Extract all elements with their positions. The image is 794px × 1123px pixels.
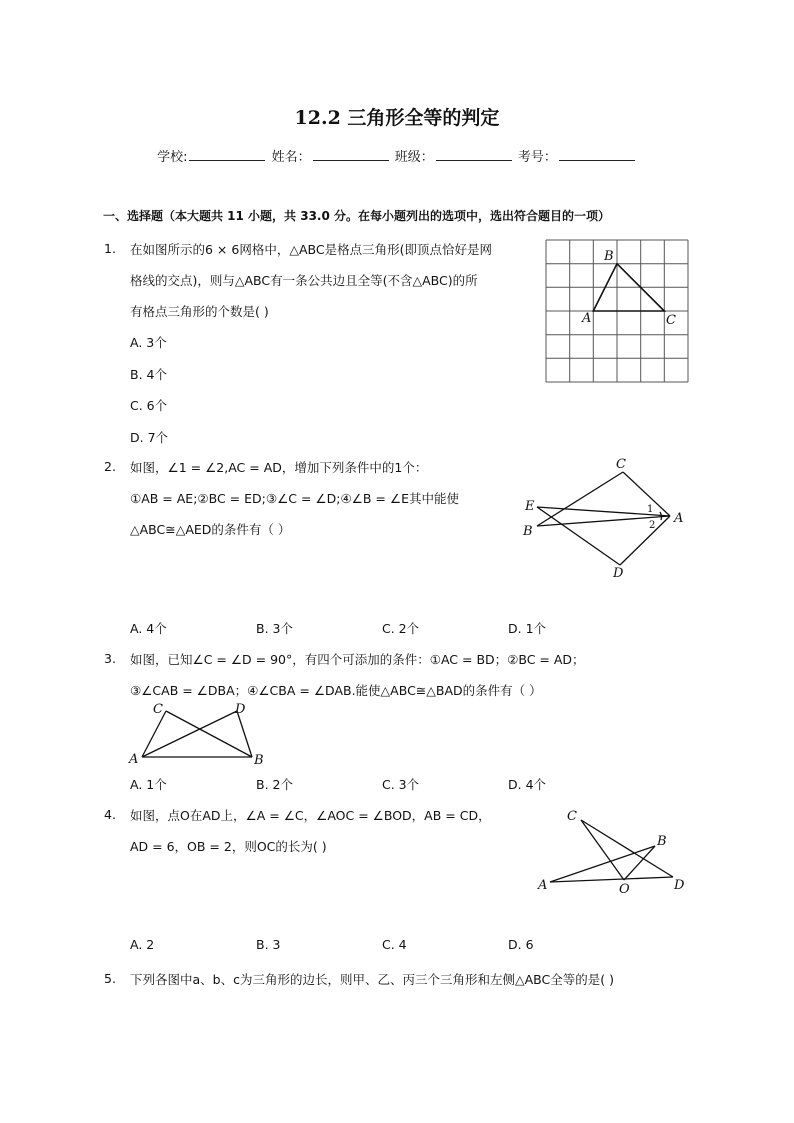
school-blank[interactable] — [189, 148, 265, 161]
q4-number: 4. — [104, 807, 116, 822]
q3-option-b[interactable]: B. 2个 — [256, 777, 293, 792]
q5-number: 5. — [104, 971, 116, 986]
q4-option-b[interactable]: B. 3 — [256, 937, 281, 952]
number-blank[interactable] — [559, 148, 635, 161]
q4-line-2: AD = 6，OB = 2，则OC的长为( ) — [130, 839, 327, 854]
q3-option-d[interactable]: D. 4个 — [508, 777, 547, 792]
q2-option-d[interactable]: D. 1个 — [508, 621, 547, 636]
q2-label-b: B — [523, 524, 533, 539]
q1-grid-figure — [544, 238, 690, 384]
q4-option-c[interactable]: C. 4 — [382, 937, 407, 952]
q3-option-a[interactable]: A. 1个 — [130, 777, 167, 792]
q4-label-d: D — [674, 878, 685, 893]
q3-figure — [126, 700, 276, 768]
q2-option-a[interactable]: A. 4个 — [130, 621, 167, 636]
q4-label-b: B — [657, 834, 667, 849]
section-heading: 一、选择题（本大题共 11 小题，共 33.0 分。在每小题列出的选项中，选出符合题目的一项） — [103, 209, 611, 223]
name-label: 姓名： — [271, 150, 311, 165]
q3-option-c[interactable]: C. 3个 — [382, 777, 420, 792]
q5-line-1: 下列各图中a、b、c为三角形的边长，则甲、乙、丙三个三角形和左侧△ABC全等的是( ) — [130, 972, 614, 987]
q2-label-d: D — [613, 566, 624, 581]
q1-option-c[interactable]: C. 6个 — [130, 398, 168, 413]
q2-label-c: C — [616, 457, 626, 472]
q2-option-b[interactable]: B. 3个 — [256, 621, 293, 636]
q2-angle-2: 2 — [649, 520, 656, 531]
q2-line-2: ①AB = AE;②BC = ED;③∠C = ∠D;④∠B = ∠E其中能使 — [130, 491, 459, 506]
q2-figure — [515, 452, 695, 582]
school-label: 学校: — [157, 150, 188, 165]
q2-angle-1: 1 — [647, 504, 654, 515]
q3-label-b: B — [254, 753, 264, 768]
q1-label-a: A — [582, 311, 592, 326]
class-label: 班级： — [394, 150, 434, 165]
q4-label-a: A — [538, 878, 548, 893]
q1-label-b: B — [604, 249, 614, 264]
q2-number: 2. — [104, 459, 116, 474]
q4-option-d[interactable]: D. 6 — [508, 937, 534, 952]
q3-line-1: 如图，已知∠C = ∠D = 90°，有四个可添加的条件：①AC = BD；②BC = AD； — [130, 652, 585, 667]
page-title: 12.2 三角形全等的判定 — [294, 107, 500, 129]
q4-label-o: O — [619, 882, 630, 897]
number-label: 考号： — [517, 150, 557, 165]
q4-label-c: C — [567, 809, 577, 824]
name-blank[interactable] — [313, 148, 389, 161]
q1-line-2: 格线的交点)，则与△ABC有一条公共边且全等(不含△ABC)的所 — [130, 273, 478, 288]
q2-line-3: △ABC≅△AED的条件有（ ） — [130, 522, 291, 537]
q1-option-a[interactable]: A. 3个 — [130, 335, 167, 350]
q3-label-c: C — [153, 702, 163, 717]
q2-option-c[interactable]: C. 2个 — [382, 621, 420, 636]
student-info-row — [0, 146, 794, 165]
q2-label-a: A — [674, 511, 684, 526]
q4-option-a[interactable]: A. 2 — [130, 937, 155, 952]
q3-label-a: A — [129, 752, 139, 767]
q4-line-1: 如图，点O在AD上，∠A = ∠C，∠AOC = ∠BOD，AB = CD， — [130, 808, 491, 823]
q1-option-b[interactable]: B. 4个 — [130, 367, 167, 382]
q1-number: 1. — [104, 241, 116, 256]
q1-option-d[interactable]: D. 7个 — [130, 430, 169, 445]
q3-number: 3. — [104, 651, 116, 666]
q3-line-2: ③∠CAB = ∠DBA；④∠CBA = ∠DAB.能使△ABC≅△BAD的条件有（ ） — [130, 683, 542, 698]
q3-label-d: D — [235, 702, 246, 717]
q1-label-c: C — [666, 313, 676, 328]
q1-line-3: 有格点三角形的个数是( ) — [130, 304, 269, 319]
q2-line-1: 如图，∠1 = ∠2,AC = AD，增加下列条件中的1个： — [130, 460, 428, 475]
q2-label-e: E — [525, 499, 535, 514]
q4-figure — [533, 800, 693, 900]
class-blank[interactable] — [436, 148, 512, 161]
q1-line-1: 在如图所示的6 × 6网格中，△ABC是格点三角形(即顶点恰好是网 — [130, 242, 492, 257]
